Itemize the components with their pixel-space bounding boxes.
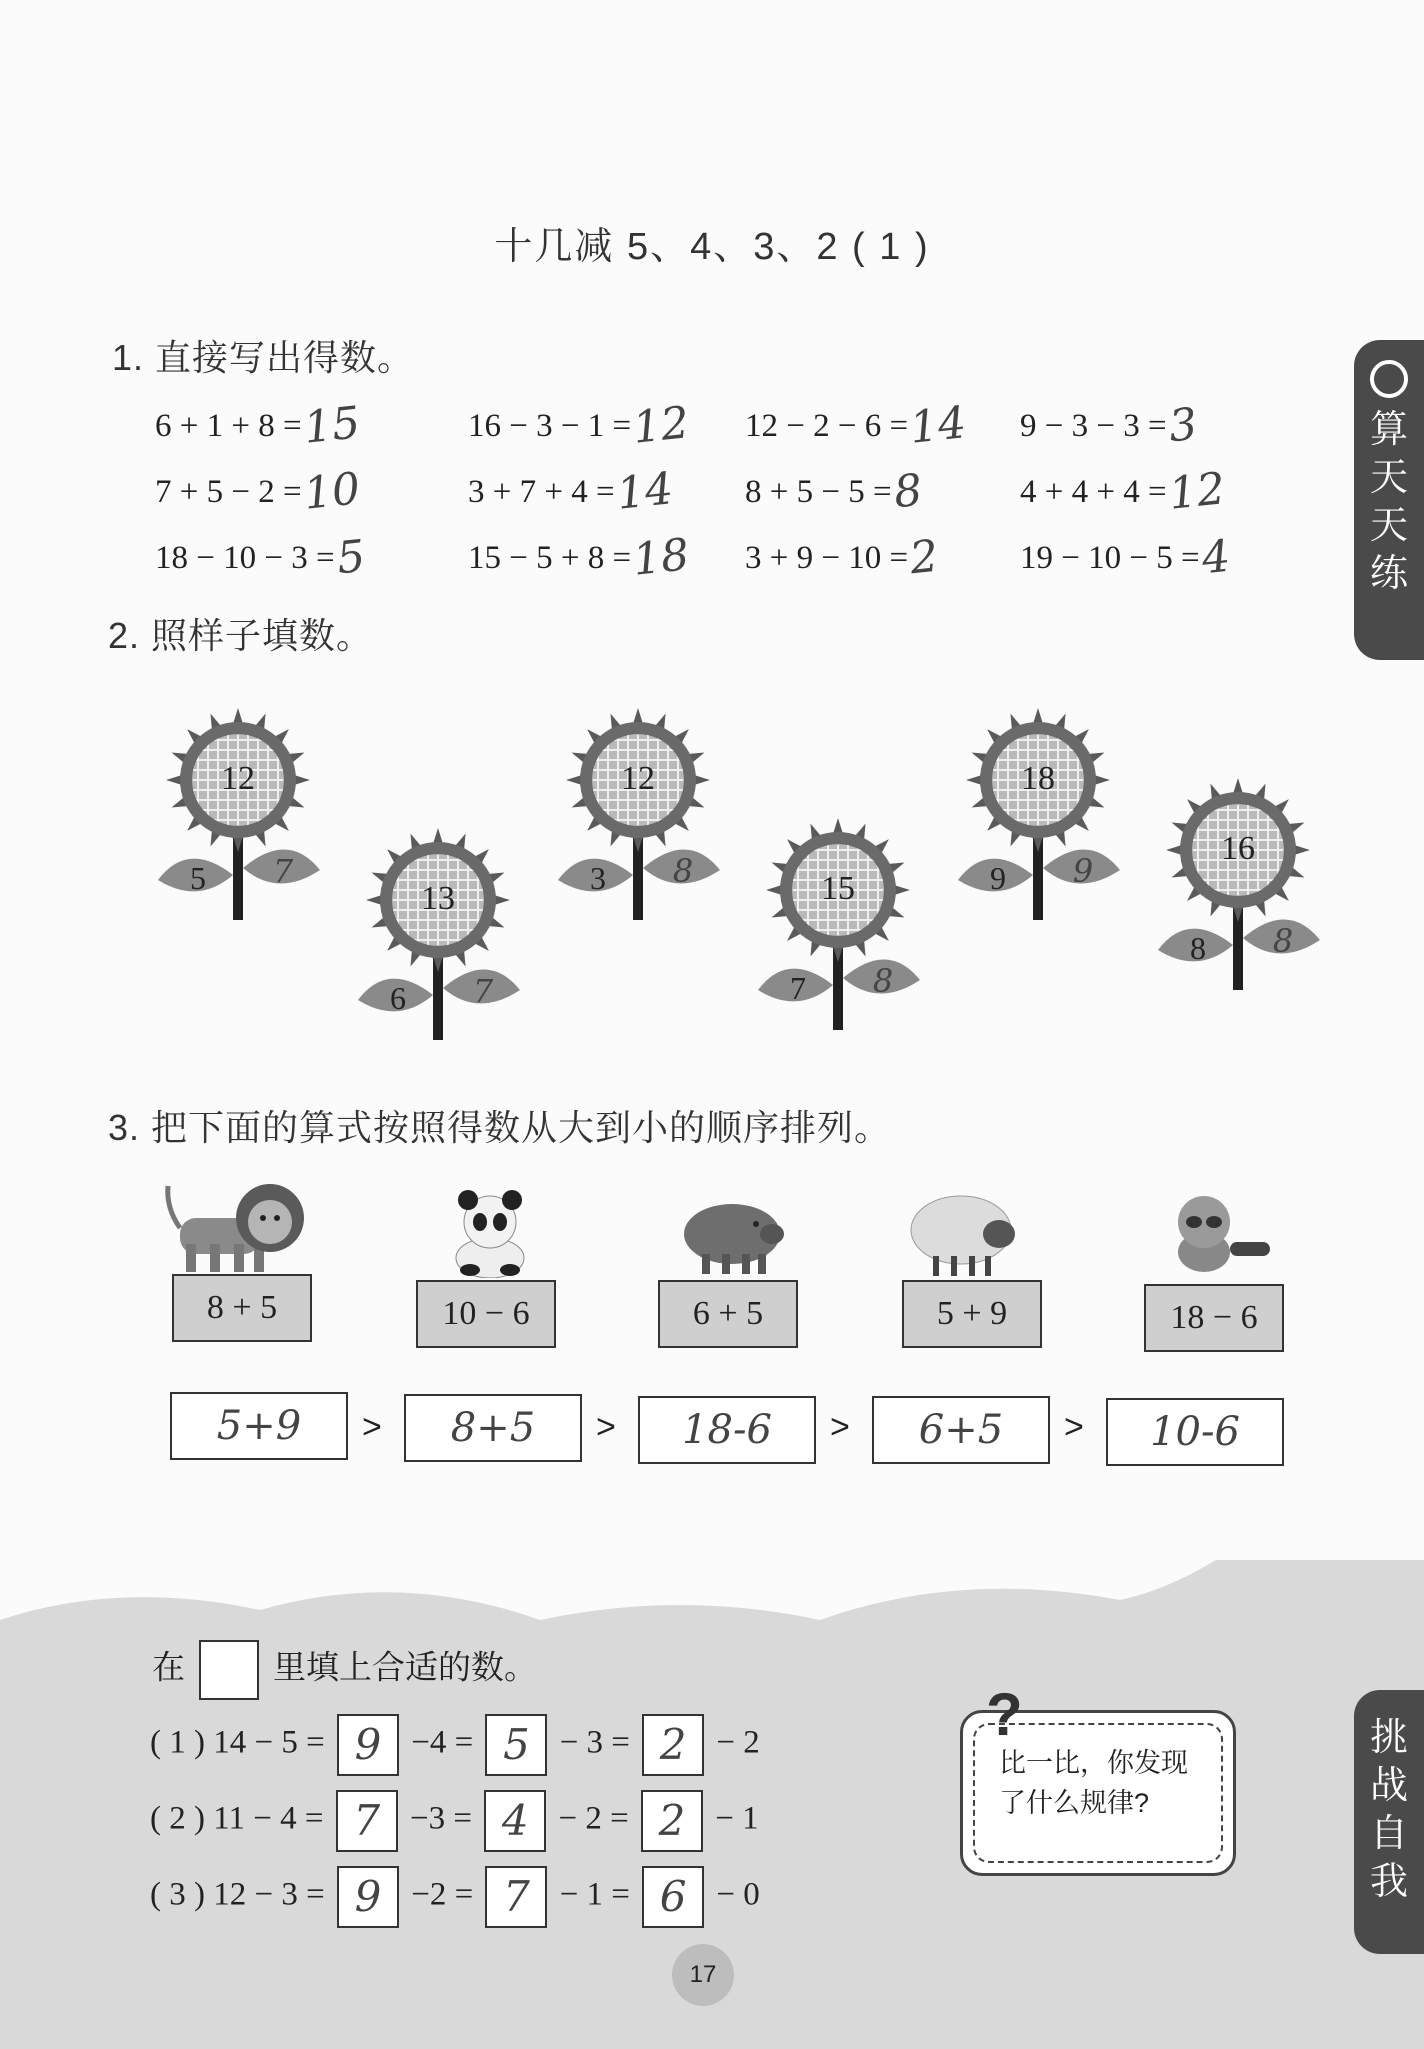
flower-right-number[interactable]: 9 <box>1072 852 1094 890</box>
expression-box: 6 + 5 <box>658 1280 798 1348</box>
sheep-icon <box>905 1192 1045 1282</box>
sunflower <box>1148 770 1328 990</box>
greater-than-sign: > <box>596 1408 616 1446</box>
page-number: 17 <box>672 1944 734 2006</box>
greater-than-sign: > <box>830 1408 850 1446</box>
greater-than-sign: > <box>1064 1408 1084 1446</box>
problem: 8 + 5 − 5 =8 <box>745 464 925 519</box>
sunflower <box>948 700 1128 920</box>
fill-box[interactable]: 2 <box>642 1714 704 1776</box>
challenge-row: ( 3 ) 12 − 3 = 9 −2 = 7 − 1 = 6 − 0 <box>150 1866 760 1928</box>
flower-right-number[interactable]: 8 <box>672 852 694 890</box>
flower-left-number: 6 <box>390 980 406 1016</box>
problem: 18 − 10 − 3 =5 <box>155 530 368 585</box>
sunflower <box>748 810 928 1030</box>
flower-right-number[interactable]: 7 <box>272 852 294 890</box>
fill-box[interactable]: 4 <box>484 1790 546 1852</box>
problem: 3 + 9 − 10 =2 <box>745 530 941 585</box>
challenge-row: ( 2 ) 11 − 4 = 7 −3 = 4 − 2 = 2 − 1 <box>150 1790 759 1852</box>
fill-box[interactable]: 7 <box>485 1866 547 1928</box>
flower-left-number: 9 <box>990 860 1006 896</box>
challenge-instruction: 在 里填上合适的数。 <box>152 1640 537 1700</box>
problem: 15 − 5 + 8 =18 <box>468 529 692 586</box>
fill-box[interactable]: 6 <box>642 1866 704 1928</box>
order-answer-box[interactable]: 6+5 <box>872 1396 1050 1464</box>
flower-left-number: 3 <box>590 860 606 896</box>
flower-left-number: 8 <box>1190 930 1206 966</box>
sample-box-icon <box>199 1640 259 1700</box>
hint-text: 比一比，你发现了什么规律? <box>999 1748 1188 1818</box>
fill-box[interactable]: 2 <box>641 1790 703 1852</box>
question-mark-icon: ? <box>986 1681 1023 1748</box>
section3-heading: 3. 把下面的算式按照得数从大到小的顺序排列。 <box>108 1107 892 1148</box>
order-answer-box[interactable]: 5+9 <box>170 1392 348 1460</box>
side-tab-daily-practice: 算 天 天 练 <box>1354 340 1424 660</box>
fill-box[interactable]: 7 <box>336 1790 398 1852</box>
greater-than-sign: > <box>362 1408 382 1446</box>
section1-heading: 1. 直接写出得数。 <box>112 337 415 378</box>
section2-heading: 2. 照样子填数。 <box>108 615 374 656</box>
side-tab-challenge: 挑 战 自 我 <box>1354 1690 1424 1954</box>
flower-center-number: 15 <box>821 870 855 907</box>
fill-box[interactable]: 9 <box>337 1714 399 1776</box>
flower-center-number: 13 <box>421 880 455 917</box>
order-answer-box[interactable]: 10-6 <box>1106 1398 1284 1466</box>
order-answer-box[interactable]: 18-6 <box>638 1396 816 1464</box>
sunflower <box>548 700 728 920</box>
lion-icon <box>160 1178 300 1268</box>
flower-left-number: 5 <box>190 860 206 896</box>
problem: 9 − 3 − 3 =3 <box>1020 398 1200 453</box>
flower-left-number: 7 <box>790 970 806 1006</box>
problem: 6 + 1 + 8 =15 <box>155 397 363 454</box>
challenge-row: ( 1 ) 14 − 5 = 9 −4 = 5 − 3 = 2 − 2 <box>150 1714 760 1776</box>
flower-center-number: 18 <box>1021 760 1055 797</box>
problem: 12 − 2 − 6 =14 <box>745 397 969 454</box>
raccoon-icon <box>1160 1192 1300 1282</box>
sunflower <box>148 700 328 920</box>
pig-icon <box>672 1196 812 1286</box>
order-answer-box[interactable]: 8+5 <box>404 1394 582 1462</box>
problem: 4 + 4 + 4 =12 <box>1020 463 1228 520</box>
expression-box: 8 + 5 <box>172 1274 312 1342</box>
expression-box: 10 − 6 <box>416 1280 556 1348</box>
problem: 16 − 3 − 1 =12 <box>468 397 692 454</box>
flower-center-number: 12 <box>621 760 655 797</box>
expression-box: 5 + 9 <box>902 1280 1042 1348</box>
flower-center-number: 12 <box>221 760 255 797</box>
circle-icon <box>1370 360 1408 398</box>
flower-right-number[interactable]: 8 <box>1272 922 1294 960</box>
problem: 19 − 10 − 5 =4 <box>1020 530 1233 585</box>
page-title: 十几减 5、4、3、2 ( 1 ) <box>494 226 930 268</box>
flower-right-number[interactable]: 8 <box>872 962 894 1000</box>
flower-right-number[interactable]: 7 <box>472 972 494 1010</box>
fill-box[interactable]: 9 <box>337 1866 399 1928</box>
panda-icon <box>440 1188 580 1278</box>
fill-box[interactable]: 5 <box>485 1714 547 1776</box>
problem: 3 + 7 + 4 =14 <box>468 463 676 520</box>
problem: 7 + 5 − 2 =10 <box>155 463 363 520</box>
expression-box: 18 − 6 <box>1144 1284 1284 1352</box>
flower-center-number: 16 <box>1221 830 1255 867</box>
sunflower <box>348 820 528 1040</box>
